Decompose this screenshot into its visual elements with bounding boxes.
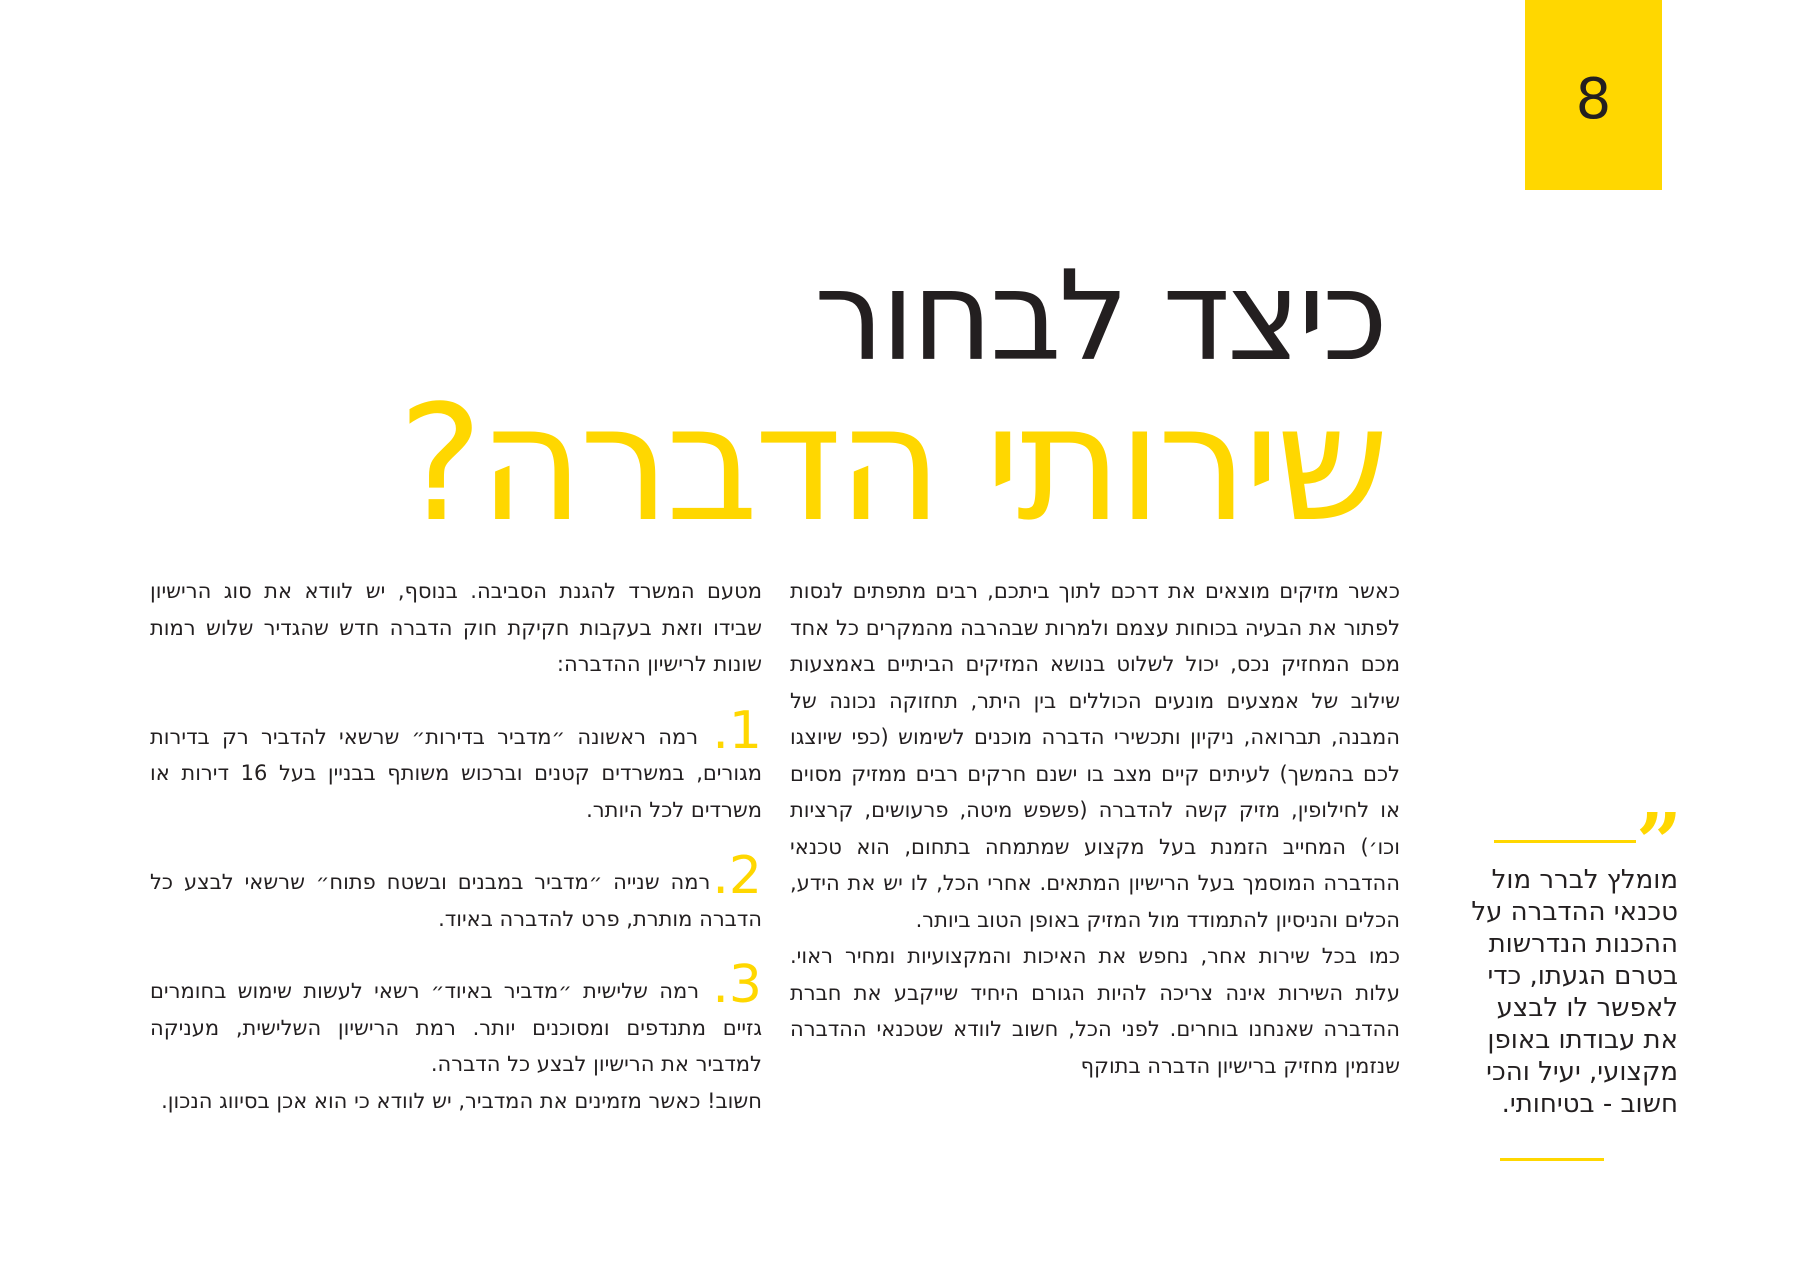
article-column-left bbox=[150, 573, 762, 1119]
level-text: רמה ראשונה ״מדביר בדירות״ שרשאי להדביר רק בדירות מגורים, במשרדים קטנים וברכוש משותף בבניין בעל 16 דירות או משרדים לכל היותר. bbox=[150, 724, 762, 822]
license-level-2 bbox=[150, 846, 762, 937]
article-column-right bbox=[790, 573, 1400, 1084]
license-level-3 bbox=[150, 955, 762, 1083]
paragraph: מטעם המשרד להגנת הסביבה. בנוסף, יש לוודא את סוג הרישיון שבידו וזאת בעקבות חקיקת חוק הדברה חדש שהגדיר שלוש רמות שונות לרישיון ההדברה: bbox=[150, 579, 762, 676]
level-text: רמה שנייה ״מדביר במבנים ובשטח פתוח״ שרשאי לבצע כל הדברה מותרת, פרט להדברה באיוד. bbox=[150, 870, 762, 931]
divider bbox=[1500, 1158, 1604, 1161]
page-title bbox=[398, 245, 1385, 557]
level-text: רמה שלישית ״מדביר באיוד״ רשאי לעשות שימוש בחומרים גזיים מתנדפים ומסוכנים יותר. רמת הרישיון השלישית, מעניקה למדביר את הרישיון לבצע כל הדברה. bbox=[150, 979, 762, 1076]
page-number-box bbox=[1525, 0, 1662, 190]
license-level-1 bbox=[150, 700, 762, 829]
title-line-2: שירותי הדברה? bbox=[398, 370, 1385, 557]
paragraph: חשוב! כאשר מזמינים את המדביר, יש לוודא כי הוא אכן בסיווג הנכון. bbox=[161, 1088, 762, 1113]
level-number: 2. bbox=[712, 846, 762, 906]
title-line-1: כיצד לבחור bbox=[814, 245, 1385, 389]
paragraph: כמו בכל שירות אחר, נחפש את האיכות והמקצועיות ומחיר ראוי. עלות השירות אינה צריכה להיות הגורם היחיד שייקבע את חברת ההדברה שאנחנו בוחרים. לפני הכל, חשוב לוודא שטכנאי ההדברה שנזמין מחזיק ברישיון הדברה בתוקף bbox=[790, 944, 1400, 1078]
divider bbox=[1494, 840, 1636, 843]
quote-mark-icon: ” bbox=[1635, 795, 1682, 889]
paragraph: כאשר מזיקים מוצאים את דרכם לתוך ביתכם, רבים מתפתים לנסות לפתור את הבעיה בכוחות עצמם ולמרות שבהרבה מהמקרים כל אחד מכם המחזיק נכס, יכול לשלוט בנושא המזיקים הביתיים באמצעות שילוב של אמצעים מונעים הכוללים בין היתר, תחזוקה נכונה של המבנה, תברואה, ניקיון ותכשירי הדברה מוכנים לשימוש (כפי שיוצגו לכם בהמשך) לעיתים קיים מצב בו ישנם חרקים רבים ממזיק מסוים או לחילופין, מזיק קשה להדברה (פשפש מיטה, פרעושים, קרציות וכו׳) המחייב הזמנת בעל מקצוע שמתמחה בתחום, הוא טכנאי ההדברה המוסמך בעל הרישיון המתאים. אחרי הכל, לו יש את הידע, הכלים והניסיון להתמודד מול המזיק באופן הטוב ביותר. bbox=[790, 579, 1400, 932]
page-number: 8 bbox=[1575, 67, 1612, 132]
level-number: 3. bbox=[712, 955, 762, 1015]
level-number: 1. bbox=[712, 700, 762, 761]
pull-quote-text: מומלץ לברר מול טכנאי ההדברה על ההכנות הנדרשות בטרם הגעתו, כדי לאפשר לו לבצע את עבודתו באופן מקצועי, יעיל והכי חשוב - בטיחותי. bbox=[1471, 865, 1678, 1119]
